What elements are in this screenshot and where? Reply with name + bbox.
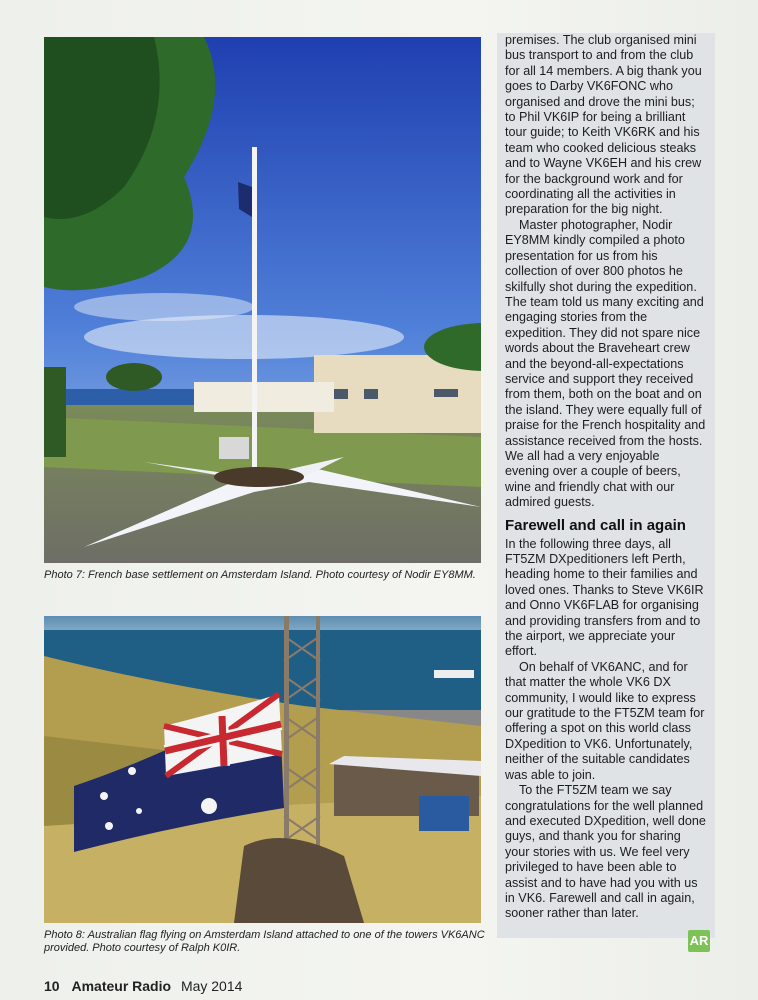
photo-french-base-caption: Photo 7: French base settlement on Amsterdam Island. Photo courtesy of Nodir EY8MM. [44,569,476,581]
photo-french-base-image [44,37,481,563]
magazine-name: Amateur Radio [71,978,172,994]
photo-australian-flag-caption: Photo 8: Australian flag flying on Amsterdam Island attached to one of the towers VK6ANC provided. Photo courtesy of Ralph K0IR. [44,929,485,954]
article-paragraph: In the following three days, all FT5ZM DXpeditioners left Perth, heading home to their families and loved ones. Thanks to Steve VK6IR and Onno VK6FLAB for organising and providing transfers from and to the airport, we appreciate your effort. [505,536,704,659]
article-paragraph: To the FT5ZM team we say congratulations for the well planned and executed DXpedition, well done guys, and thank you for sharing your stories with us. We feel very privileged to have been able to assist and to have had you with us in VK6. Farewell and call in again, sooner rather than later. [505,783,706,921]
issue-date: May 2014 [180,978,243,994]
photo-australian-flag-image [44,616,481,923]
article-column [497,33,715,938]
photo-french-base [44,37,481,563]
section-heading: Farewell and call in again [505,516,686,534]
article-paragraph: premises. The club organised mini bus transport to and from the club for all 14 members. A big thank you goes to Darby VK6FONC who organised and drove the mini bus; to Phil VK6IP for being a brilliant tour guide; to Keith VK6RK and his team who cooked delicious steaks and to Wayne VK6EH and his crew for the background work and for coordinating all the activities in preparation for the big night. [505,33,702,217]
photo-australian-flag [44,616,481,923]
page-number: 10 [44,978,60,994]
article-paragraph: On behalf of VK6ANC, and for that matter the whole VK6 DX community, I would like to express our gratitude to the FT5ZM team for offering a spot on this world class DXpedition to VK6. Unfortunately, neither of the suitable candidates was able to join. [505,659,705,782]
article-paragraph: Master photographer, Nodir EY8MM kindly compiled a photo presentation for us from his collection of over 800 photos he skilfully shot during the expedition. The team told us many exciting and engaging stories from the expedition. They did not spare nice words about the Braveheart crew and the beyond-all-expectations service and support they received from them, both on the boat and on the island. They were equally full of praise for the French hospitality and assistance received from the hosts. We all had a very enjoyable evening over a couple of beers, wine and friendly chat with our admired guests. [505,217,706,510]
ar-logo: AR [688,930,710,952]
page-footer [44,978,242,994]
